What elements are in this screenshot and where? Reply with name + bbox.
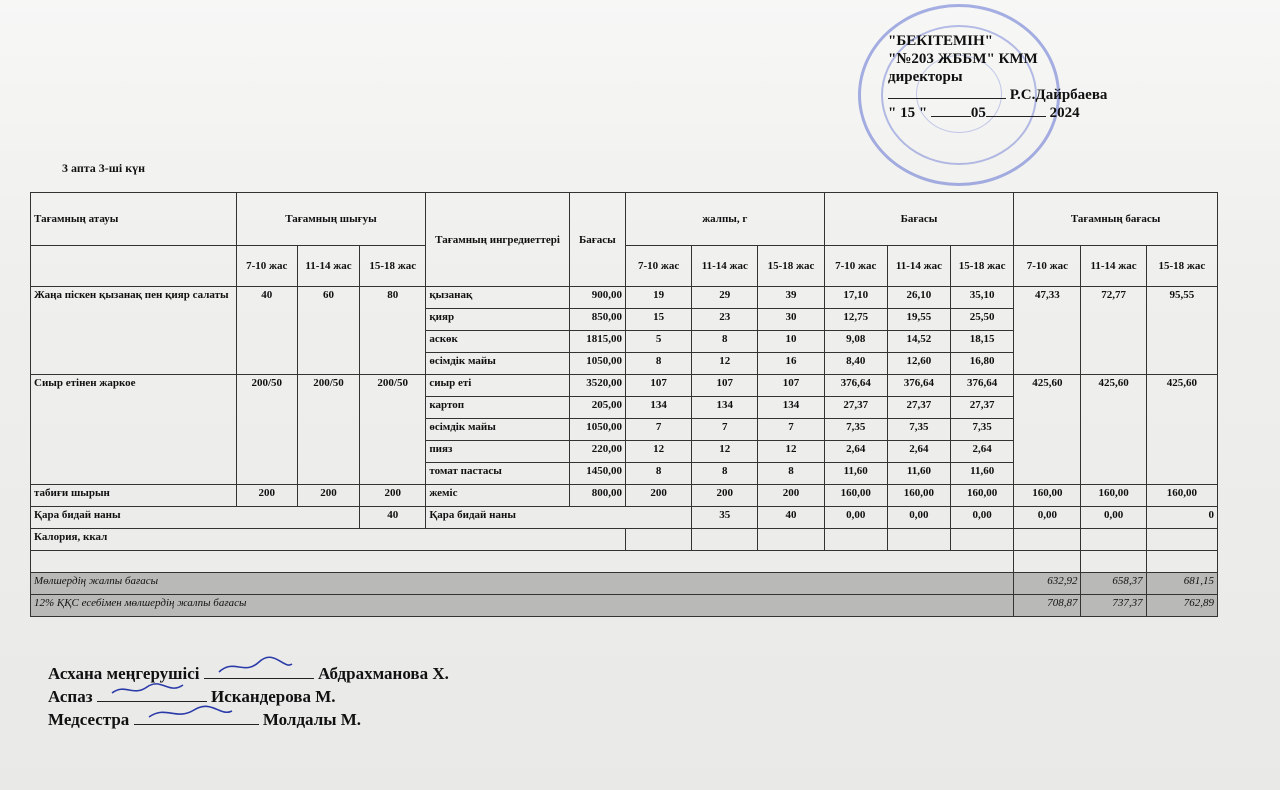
ingredient-cost: 7,35 (887, 419, 950, 441)
ingredient-gross: 5 (625, 331, 691, 353)
age-header: 7-10 жас (236, 246, 297, 287)
age-header: 15-18 жас (758, 246, 824, 287)
totals-row (31, 573, 1218, 595)
dish-price: 95,55 (1146, 287, 1217, 375)
ingredient-cost: 160,00 (824, 485, 887, 507)
bread-cost: 0,00 (951, 507, 1014, 529)
age-header: 11-14 жас (887, 246, 950, 287)
dish-yield: 80 (360, 287, 426, 375)
ingredient-cost: 25,50 (951, 309, 1014, 331)
ingredient-gross: 8 (625, 353, 691, 375)
ingredient-price: 1815,00 (569, 331, 625, 353)
head-cook-name: Абдрахманова Х. (318, 664, 449, 683)
ingredient-cost: 376,64 (951, 375, 1014, 397)
ingredient-name: сиыр еті (426, 375, 569, 397)
age-header: 11-14 жас (297, 246, 359, 287)
age-header: 11-14 жас (692, 246, 758, 287)
ingredient-gross: 29 (692, 287, 758, 309)
ingredient-cost: 160,00 (887, 485, 950, 507)
dish-price: 425,60 (1146, 375, 1217, 485)
ingredient-gross: 39 (758, 287, 824, 309)
ingredient-cost: 7,35 (824, 419, 887, 441)
ingredient-cost: 8,40 (824, 353, 887, 375)
bread-name: Қара бидай наны (31, 507, 360, 529)
ingredient-price: 3520,00 (569, 375, 625, 397)
ingredient-name: томат пастасы (426, 463, 569, 485)
ingredient-gross: 10 (758, 331, 824, 353)
dish-yield: 200/50 (236, 375, 297, 485)
ingredient-gross: 107 (758, 375, 824, 397)
empty-cell (1014, 551, 1081, 573)
empty-cell (692, 529, 758, 551)
head-cook-label: Асхана меңгерушісі (48, 664, 200, 683)
ingredient-cost: 7,35 (951, 419, 1014, 441)
approval-year: 2024 (1049, 105, 1080, 121)
ingredient-gross: 134 (625, 397, 691, 419)
empty-cell (1014, 529, 1081, 551)
ingredient-gross: 23 (692, 309, 758, 331)
header-price: Бағасы (569, 193, 625, 287)
ingredient-cost: 12,60 (887, 353, 950, 375)
totals-label: Мөлшердің жалпы бағасы (31, 573, 1014, 595)
bread-gross: 40 (758, 507, 824, 529)
bread-cost: 0,00 (887, 507, 950, 529)
ingredient-cost: 12,75 (824, 309, 887, 331)
ingredient-gross: 8 (692, 331, 758, 353)
empty-cell (1081, 529, 1146, 551)
approval-role: директоры (888, 69, 963, 85)
ingredient-price: 1050,00 (569, 353, 625, 375)
ingredient-cost: 27,37 (887, 397, 950, 419)
empty-cell (625, 529, 691, 551)
ingredient-cost: 11,60 (951, 463, 1014, 485)
ingredient-gross: 12 (758, 441, 824, 463)
bread-dish-price: 0 (1146, 507, 1217, 529)
ingredient-cost: 27,37 (951, 397, 1014, 419)
ingredient-price: 850,00 (569, 309, 625, 331)
ingredient-cost: 27,37 (824, 397, 887, 419)
ingredient-cost: 376,64 (824, 375, 887, 397)
ingredient-gross: 12 (692, 441, 758, 463)
ingredient-cost: 376,64 (887, 375, 950, 397)
header-ingredients: Тағамның ингредиеттері (426, 193, 569, 287)
calories-label: Калория, ккал (31, 529, 626, 551)
totals-value: 681,15 (1146, 573, 1217, 595)
cook-signature (97, 687, 207, 702)
director-name: Р.С.Дайрбаева (1009, 87, 1108, 103)
week-label: 3 апта 3-ші күн (62, 161, 146, 175)
age-header: 7-10 жас (824, 246, 887, 287)
approval-block: "БЕКІТЕМІН" "№203 ЖББМ" КММ директоры Р.С.Дайрбаева " 15 " 05 2024 (888, 33, 1108, 121)
empty-cell (951, 529, 1014, 551)
table-row (31, 375, 1218, 397)
ingredient-gross: 8 (625, 463, 691, 485)
dish-yield: 200 (360, 485, 426, 507)
ingredient-cost: 18,15 (951, 331, 1014, 353)
dish-yield: 200 (236, 485, 297, 507)
ingredient-gross: 134 (692, 397, 758, 419)
empty-cell (1146, 551, 1217, 573)
approval-org: "№203 ЖББМ" КММ (888, 51, 1038, 67)
approval-title: "БЕКІТЕМІН" (888, 33, 993, 49)
signatures-block (48, 662, 449, 731)
dish-price: 160,00 (1081, 485, 1146, 507)
ingredient-name: қызанақ (426, 287, 569, 309)
ingredient-gross: 16 (758, 353, 824, 375)
ingredient-gross: 7 (625, 419, 691, 441)
approval-month: 05 (970, 105, 986, 121)
ingredient-cost: 160,00 (951, 485, 1014, 507)
ingredient-gross: 19 (625, 287, 691, 309)
table-row (31, 551, 1218, 573)
header-gross: жалпы, г (625, 193, 824, 246)
ingredient-gross: 15 (625, 309, 691, 331)
dish-yield: 200/50 (360, 375, 426, 485)
empty-cell (1081, 551, 1146, 573)
ingredient-cost: 26,10 (887, 287, 950, 309)
ingredient-gross: 200 (758, 485, 824, 507)
ingredient-gross: 12 (692, 353, 758, 375)
ingredient-gross: 200 (692, 485, 758, 507)
ingredient-cost: 14,52 (887, 331, 950, 353)
totals-value: 762,89 (1146, 595, 1217, 617)
age-header: 7-10 жас (1014, 246, 1081, 287)
ingredient-cost: 35,10 (951, 287, 1014, 309)
table-row (31, 529, 1218, 551)
bread-dish-price: 0,00 (1014, 507, 1081, 529)
dish-price: 425,60 (1081, 375, 1146, 485)
ingredient-price: 800,00 (569, 485, 625, 507)
totals-value: 708,87 (1014, 595, 1081, 617)
header-dish-name: Тағамның атауы (31, 193, 237, 246)
dish-yield: 200 (297, 485, 359, 507)
bread-gross: 35 (692, 507, 758, 529)
ingredient-name: өсімдік майы (426, 419, 569, 441)
nurse-signature (134, 710, 259, 725)
dish-yield: 40 (236, 287, 297, 375)
dish-price: 425,60 (1014, 375, 1081, 485)
empty-cell (1146, 529, 1217, 551)
ingredient-cost: 11,60 (824, 463, 887, 485)
dish-price: 160,00 (1146, 485, 1217, 507)
header-row-1 (31, 193, 1218, 246)
dish-name: Жаңа піскен қызанақ пен қияр салаты (31, 287, 237, 375)
bread-cost: 0,00 (824, 507, 887, 529)
ingredient-name: қияр (426, 309, 569, 331)
ingredient-gross: 7 (758, 419, 824, 441)
ingredient-cost: 17,10 (824, 287, 887, 309)
empty-cell (31, 551, 1014, 573)
table-row (31, 507, 1218, 529)
approval-day: 15 (900, 105, 916, 121)
ingredient-cost: 11,60 (887, 463, 950, 485)
age-header: 11-14 жас (1081, 246, 1146, 287)
nurse-label: Медсестра (48, 710, 130, 729)
totals-value: 632,92 (1014, 573, 1081, 595)
ingredient-name: картоп (426, 397, 569, 419)
ingredient-gross: 30 (758, 309, 824, 331)
header-cost: Бағасы (824, 193, 1014, 246)
ingredient-price: 220,00 (569, 441, 625, 463)
ingredient-price: 205,00 (569, 397, 625, 419)
dish-name: Сиыр етінен жаркое (31, 375, 237, 485)
empty-cell (887, 529, 950, 551)
dish-price: 72,77 (1081, 287, 1146, 375)
dish-price: 160,00 (1014, 485, 1081, 507)
header-dish-price: Тағамның бағасы (1014, 193, 1218, 246)
empty-cell (824, 529, 887, 551)
ingredient-name: өсімдік майы (426, 353, 569, 375)
dish-yield: 200/50 (297, 375, 359, 485)
empty-cell (758, 529, 824, 551)
nurse-name: Молдалы М. (262, 710, 362, 729)
table-row (31, 485, 1218, 507)
head-cook-signature (204, 664, 314, 679)
age-header: 15-18 жас (951, 246, 1014, 287)
ingredient-cost: 2,64 (887, 441, 950, 463)
ingredient-gross: 107 (692, 375, 758, 397)
ingredient-gross: 12 (625, 441, 691, 463)
age-header: 7-10 жас (625, 246, 691, 287)
ingredient-price: 900,00 (569, 287, 625, 309)
ingredient-cost: 9,08 (824, 331, 887, 353)
ingredient-gross: 7 (692, 419, 758, 441)
totals-label: 12% ҚҚС есебімен мөлшердің жалпы бағасы (31, 595, 1014, 617)
ingredient-price: 1050,00 (569, 419, 625, 441)
header-dish-yield: Тағамның шығуы (236, 193, 426, 246)
ingredient-cost: 2,64 (951, 441, 1014, 463)
ingredient-gross: 107 (625, 375, 691, 397)
ingredient-name: жеміс (426, 485, 569, 507)
ingredient-cost: 19,55 (887, 309, 950, 331)
ingredient-cost: 16,80 (951, 353, 1014, 375)
totals-value: 658,37 (1081, 573, 1146, 595)
ingredient-name: пияз (426, 441, 569, 463)
bread-yield: 40 (360, 507, 426, 529)
ingredient-cost: 2,64 (824, 441, 887, 463)
director-signature-line (888, 98, 1006, 99)
totals-value: 737,37 (1081, 595, 1146, 617)
ingredient-price: 1450,00 (569, 463, 625, 485)
bread-dish-price: 0,00 (1081, 507, 1146, 529)
dish-name: табиғи шырын (31, 485, 237, 507)
age-header: 15-18 жас (360, 246, 426, 287)
ingredient-gross: 8 (692, 463, 758, 485)
cook-label: Аспаз (48, 687, 93, 706)
dish-price: 47,33 (1014, 287, 1081, 375)
dish-yield: 60 (297, 287, 359, 375)
menu-table (30, 192, 1218, 617)
cook-name: Искандерова М. (211, 687, 336, 706)
table-row (31, 287, 1218, 309)
ingredient-gross: 8 (758, 463, 824, 485)
age-header: 15-18 жас (1146, 246, 1217, 287)
ingredient-gross: 200 (625, 485, 691, 507)
totals-row (31, 595, 1218, 617)
ingredient-gross: 134 (758, 397, 824, 419)
ingredient-name: аскөк (426, 331, 569, 353)
bread-ingredient: Қара бидай наны (426, 507, 692, 529)
